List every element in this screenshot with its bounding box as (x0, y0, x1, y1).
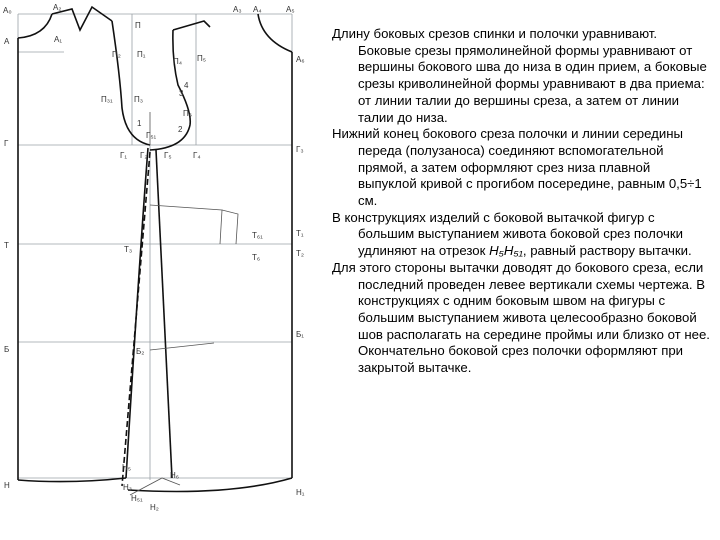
label-num3: 3 (179, 89, 184, 98)
paragraph-hem-line: Нижний конец бокового среза полочки и линии середины переда (полузаноса) соединяют вспомогательной прямой, а затем оформляют срез низа плавной выпуклой кривой с прогибом посередине, равным 0,5÷1 см. (332, 126, 702, 209)
label-t2: Т₂ (296, 249, 304, 258)
label-h2: Н₂ (150, 503, 159, 512)
label-p: П (135, 21, 141, 30)
paragraph-side-dart (332, 210, 712, 260)
label-a2: А₂ (53, 3, 62, 12)
front-neckline (258, 14, 292, 52)
label-g1: Г₁ (120, 151, 128, 160)
label-g2: Г₂ (140, 151, 148, 160)
hip-auxiliary-line (150, 343, 214, 350)
hem-auxiliary-line (130, 478, 180, 495)
label-a6: А₆ (296, 55, 305, 64)
label-a0: А₀ (3, 6, 12, 15)
point-labels (3, 3, 305, 512)
waist-dart-right (222, 210, 238, 244)
front-hem (128, 478, 292, 492)
pattern-drawing (0, 0, 330, 540)
label-b2: Б₂ (136, 347, 145, 356)
paragraph-dart-sides: Для этого стороны вытачки доводят до бокового среза, если последний проведен левее вертикали схемы чертежа. В конструкциях с одним боковым швом на фигуры с большим выступанием живота целесообразно боковой шов располагать на середине проймы или близко от нее. Окончательно боковой срез полочки оформляют при закрытой вытачке. (332, 259, 710, 376)
label-b: Б (4, 345, 10, 354)
construction-grid (18, 14, 292, 480)
label-h6: Н₆ (170, 471, 180, 480)
front-outline (122, 14, 292, 492)
label-num1: 1 (137, 119, 142, 128)
label-t1: Т₁ (296, 229, 304, 238)
label-p31: П₃₁ (101, 95, 113, 104)
label-num2: 2 (178, 125, 183, 134)
paragraph-side-dart-start: В конструкциях изделий с боковой вытачкой фигур с большим выступанием живота боковой срез полочки удлиняют на отрезок (332, 209, 683, 259)
label-p5: П₅ (197, 54, 206, 63)
label-g3: Г₃ (296, 145, 304, 154)
back-armhole (112, 21, 150, 145)
back-hem (18, 478, 126, 482)
label-g51: Г₅₁ (146, 131, 157, 140)
label-g5: Г₅ (164, 151, 172, 160)
label-a5: А₅ (286, 5, 295, 14)
label-p1: П₁ (137, 50, 146, 59)
label-t: Т (4, 241, 9, 250)
label-g4: Г₄ (193, 151, 201, 160)
label-p3: П₃ (134, 95, 144, 104)
front-shoulder (173, 21, 210, 30)
front-side-seam-dashed (122, 152, 150, 486)
label-num4: 4 (184, 81, 189, 90)
label-t3: Т₃ (124, 245, 133, 254)
label-h1: Н₁ (296, 488, 305, 497)
label-a1: А₁ (54, 35, 63, 44)
label-a4: А₄ (253, 5, 262, 14)
label-p2: П₂ (112, 50, 121, 59)
label-h3: Н₃ (123, 483, 133, 492)
label-a3: А₃ (233, 5, 242, 14)
label-p4: П₄ (173, 57, 183, 66)
label-b1: Б₁ (296, 330, 304, 339)
label-p6: П₆ (183, 109, 192, 118)
label-g: Г (4, 139, 9, 148)
label-a: А (4, 37, 10, 46)
label-h51: Н₅₁ (131, 494, 143, 503)
paragraph-side-dart-end: , равный раствору вытачки. (522, 243, 692, 259)
front-side-seam (156, 150, 172, 478)
label-t6: Т₆ (252, 253, 261, 262)
back-neckline (18, 14, 52, 38)
paragraph-side-length: Длину боковых срезов спинки и полочки уравнивают. Боковые срезы прямолинейной формы уравнивают от вершины бокового шва до низа в один прием, а боковые срезы криволинейной формы уравнивают в два приема: от линии талии до вершины среза, а затем от линии талии до низа. (332, 26, 707, 125)
label-h5: Н₅ (122, 463, 131, 472)
segment-formula: Н₅Н₅₁ (489, 243, 523, 259)
label-h: Н (4, 481, 10, 490)
back-side-seam (126, 148, 148, 478)
label-t61: Т₆₁ (252, 231, 263, 240)
instruction-text (332, 26, 712, 377)
